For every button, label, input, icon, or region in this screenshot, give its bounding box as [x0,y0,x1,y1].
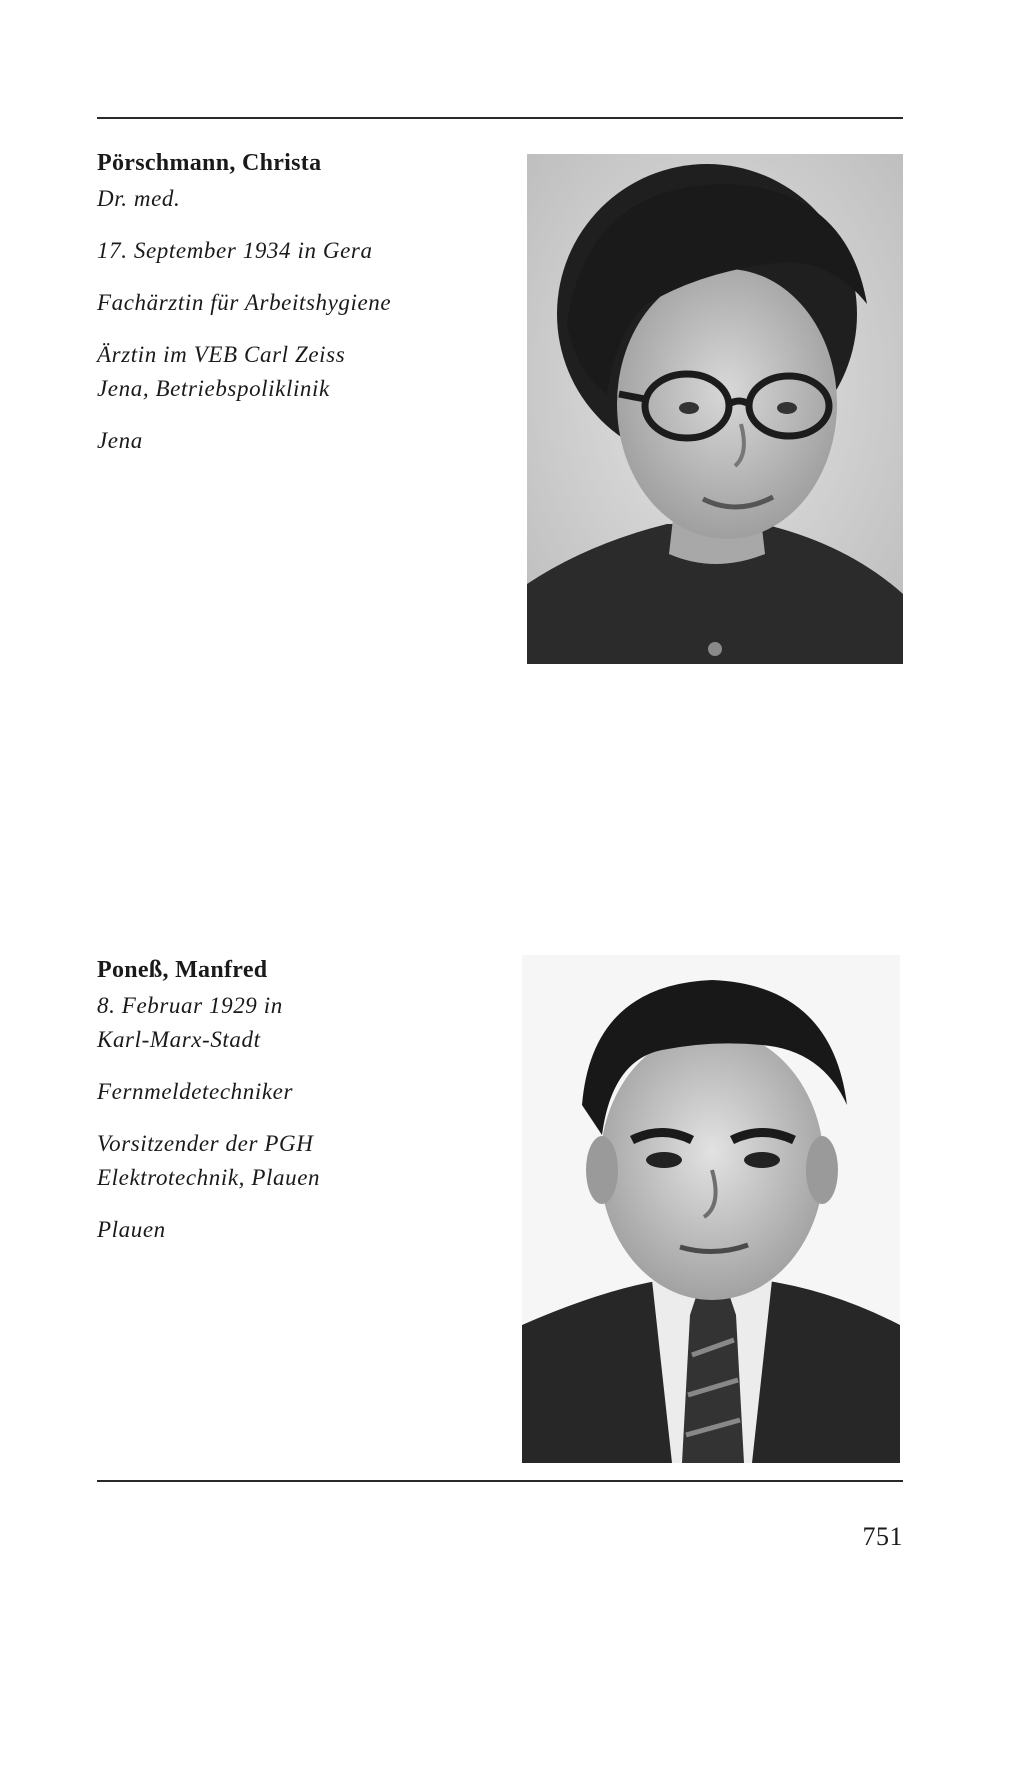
entry-name: Poneß, Manfred [97,957,268,983]
entry-profession: Fernmeldetechniker [97,1079,293,1104]
bottom-rule [97,1480,903,1482]
portrait-man-photo [522,955,900,1463]
entry-birth: 17. September 1934 in Gera [97,238,373,263]
entry-name: Pörschmann, Christa [97,150,322,176]
entry-position: Vorsitzender der PGH [97,1131,314,1156]
entry-title: Dr. med. [97,186,181,211]
entry-residence: Plauen [97,1217,166,1242]
entry-position-cont: Jena, Betriebspoliklinik [97,376,330,401]
entry-birth: 8. Februar 1929 in [97,993,283,1018]
entry-position: Ärztin im VEB Carl Zeiss [97,342,346,367]
portrait-woman-photo [527,154,903,664]
top-rule [97,117,903,119]
entry-birth-cont: Karl-Marx-Stadt [97,1027,261,1052]
page-number: 751 [862,1522,903,1551]
entry-profession: Fachärztin für Arbeitshygiene [97,290,392,315]
entry-position-cont: Elektrotechnik, Plauen [97,1165,321,1190]
entry-ponesz [97,955,497,1247]
entry-residence: Jena [97,428,143,453]
entry-poerschmann [97,148,497,458]
